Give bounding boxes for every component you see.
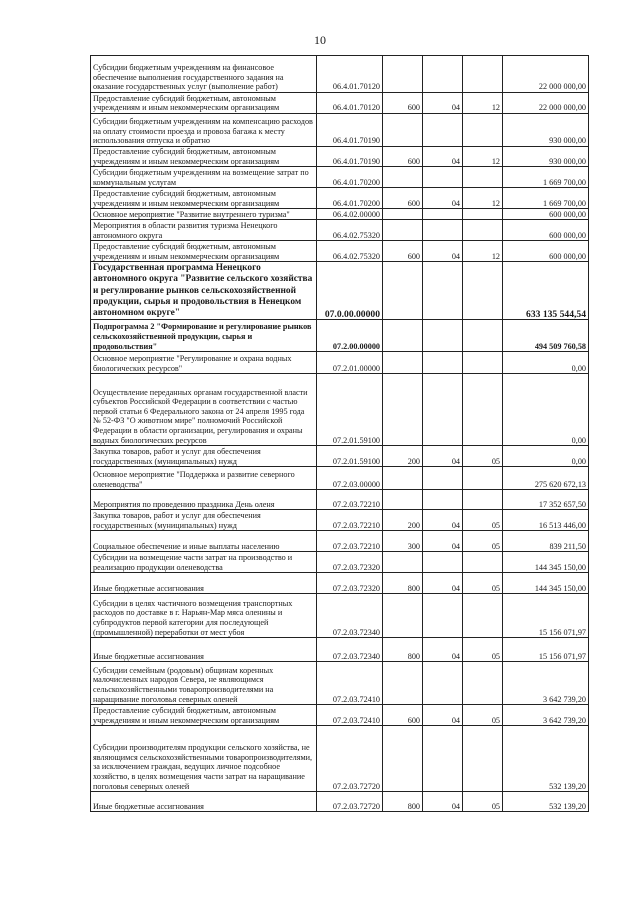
row-pr-cell: 05 xyxy=(463,705,503,726)
table-row xyxy=(91,531,589,552)
row-sum-cell: 600 000,00 xyxy=(503,220,589,241)
row-vr-cell xyxy=(383,662,423,705)
row-rz-cell: 04 xyxy=(423,705,463,726)
table-row xyxy=(91,792,589,812)
row-name-cell: Предоставление субсидий бюджетным, автономным учреждениям и иным некоммерческим организациям xyxy=(91,241,317,262)
row-rz-cell xyxy=(423,594,463,638)
row-sum-cell: 600 000,00 xyxy=(503,241,589,262)
table-row xyxy=(91,352,589,374)
row-rz-cell: 04 xyxy=(423,188,463,209)
row-pr-cell: 12 xyxy=(463,93,503,114)
row-code-cell: 07.2.00.00000 xyxy=(317,320,383,352)
row-name-cell: Субсидии в целях частичного возмещения транспортных расходов по доставке в г. Нарьян-Мар мяса оленины и субпродуктов первой категории для последующей (промышленной) переработки от мест убоя xyxy=(91,594,317,638)
page-number: 10 xyxy=(314,33,326,47)
row-pr-cell xyxy=(463,552,503,573)
row-name-cell: Мероприятия по проведению праздника День оленя xyxy=(91,490,317,510)
row-rz-cell xyxy=(423,490,463,510)
table-row xyxy=(91,705,589,726)
row-sum-cell: 22 000 000,00 xyxy=(503,93,589,114)
row-pr-cell xyxy=(463,374,503,446)
row-code-cell: 06.4.01.70120 xyxy=(317,56,383,93)
row-rz-cell: 04 xyxy=(423,638,463,662)
table-row xyxy=(91,56,589,93)
row-name-cell: Субсидии бюджетным учреждениям на финансовое обеспечение выполнения государственного задания на оказание государственных услуг (выполнение работ) xyxy=(91,56,317,93)
table-row xyxy=(91,467,589,490)
row-rz-cell: 04 xyxy=(423,510,463,531)
row-vr-cell xyxy=(383,552,423,573)
row-rz-cell: 04 xyxy=(423,241,463,262)
row-pr-cell xyxy=(463,594,503,638)
row-rz-cell xyxy=(423,114,463,147)
row-rz-cell: 04 xyxy=(423,147,463,167)
row-code-cell: 07.2.03.72320 xyxy=(317,552,383,573)
row-pr-cell: 05 xyxy=(463,573,503,594)
row-rz-cell xyxy=(423,726,463,792)
row-pr-cell xyxy=(463,490,503,510)
row-name-cell: Государственная программа Ненецкого автономного округа "Развитие сельского хозяйства и регулирование рынков сельскохозяйственной продукции, сырья и продовольствия в Ненецком автономном округе" xyxy=(91,262,317,320)
row-sum-cell: 3 642 739,20 xyxy=(503,662,589,705)
row-rz-cell: 04 xyxy=(423,93,463,114)
table-row xyxy=(91,262,589,320)
row-code-cell: 07.2.01.59100 xyxy=(317,374,383,446)
row-code-cell: 07.2.03.00000 xyxy=(317,467,383,490)
row-code-cell: 07.2.03.72210 xyxy=(317,490,383,510)
row-name-cell: Предоставление субсидий бюджетным, автономным учреждениям и иным некоммерческим организациям xyxy=(91,705,317,726)
row-pr-cell xyxy=(463,352,503,374)
row-pr-cell: 12 xyxy=(463,188,503,209)
row-sum-cell: 3 642 739,20 xyxy=(503,705,589,726)
row-pr-cell xyxy=(463,262,503,320)
table-row xyxy=(91,638,589,662)
row-rz-cell: 04 xyxy=(423,531,463,552)
row-pr-cell xyxy=(463,56,503,93)
row-rz-cell xyxy=(423,209,463,220)
row-pr-cell xyxy=(463,209,503,220)
row-pr-cell: 05 xyxy=(463,510,503,531)
row-rz-cell xyxy=(423,552,463,573)
row-vr-cell xyxy=(383,490,423,510)
row-vr-cell xyxy=(383,262,423,320)
row-sum-cell: 144 345 150,00 xyxy=(503,552,589,573)
row-sum-cell: 0,00 xyxy=(503,352,589,374)
table-row xyxy=(91,147,589,167)
row-vr-cell: 300 xyxy=(383,531,423,552)
row-sum-cell: 930 000,00 xyxy=(503,147,589,167)
row-name-cell: Предоставление субсидий бюджетным, автономным учреждениям и иным некоммерческим организациям xyxy=(91,147,317,167)
row-rz-cell: 04 xyxy=(423,446,463,467)
row-pr-cell xyxy=(463,167,503,188)
row-pr-cell xyxy=(463,662,503,705)
table-row xyxy=(91,726,589,792)
row-vr-cell: 600 xyxy=(383,188,423,209)
row-vr-cell: 800 xyxy=(383,792,423,812)
row-pr-cell xyxy=(463,726,503,792)
row-code-cell: 07.2.03.72210 xyxy=(317,510,383,531)
row-code-cell: 07.2.03.72410 xyxy=(317,705,383,726)
row-name-cell: Иные бюджетные ассигнования xyxy=(91,638,317,662)
row-vr-cell xyxy=(383,467,423,490)
table-row xyxy=(91,374,589,446)
row-sum-cell: 16 513 446,00 xyxy=(503,510,589,531)
table-row xyxy=(91,594,589,638)
row-vr-cell: 200 xyxy=(383,446,423,467)
table-row xyxy=(91,220,589,241)
row-code-cell: 07.0.00.00000 xyxy=(317,262,383,320)
row-sum-cell: 532 139,20 xyxy=(503,726,589,792)
row-code-cell: 06.4.01.70200 xyxy=(317,188,383,209)
row-vr-cell: 800 xyxy=(383,573,423,594)
row-name-cell: Субсидии бюджетным учреждениям на возмещение затрат по коммунальным услугам xyxy=(91,167,317,188)
row-sum-cell: 275 620 672,13 xyxy=(503,467,589,490)
row-vr-cell: 600 xyxy=(383,93,423,114)
table-row xyxy=(91,93,589,114)
row-sum-cell: 1 669 700,00 xyxy=(503,167,589,188)
row-sum-cell: 839 211,50 xyxy=(503,531,589,552)
row-code-cell: 06.4.01.70200 xyxy=(317,167,383,188)
row-vr-cell xyxy=(383,220,423,241)
row-sum-cell: 22 000 000,00 xyxy=(503,56,589,93)
row-pr-cell xyxy=(463,220,503,241)
row-vr-cell: 200 xyxy=(383,510,423,531)
row-rz-cell xyxy=(423,262,463,320)
row-name-cell: Основное мероприятие "Регулирование и охрана водных биологических ресурсов" xyxy=(91,352,317,374)
row-name-cell: Социальное обеспечение и иные выплаты населению xyxy=(91,531,317,552)
table-row xyxy=(91,114,589,147)
row-name-cell: Мероприятия в области развития туризма Ненецкого автономного округа xyxy=(91,220,317,241)
row-sum-cell: 144 345 150,00 xyxy=(503,573,589,594)
row-code-cell: 07.2.01.59100 xyxy=(317,446,383,467)
row-pr-cell: 05 xyxy=(463,531,503,552)
row-code-cell: 07.2.03.72340 xyxy=(317,638,383,662)
row-vr-cell: 800 xyxy=(383,638,423,662)
row-vr-cell xyxy=(383,209,423,220)
row-name-cell: Субсидии бюджетным учреждениям на компенсацию расходов на оплату стоимости проезда и провоза багажа к месту использования отпуска и обратно xyxy=(91,114,317,147)
row-sum-cell: 1 669 700,00 xyxy=(503,188,589,209)
row-rz-cell xyxy=(423,662,463,705)
row-vr-cell xyxy=(383,167,423,188)
row-name-cell: Основное мероприятие "Развитие внутреннего туризма" xyxy=(91,209,317,220)
row-vr-cell xyxy=(383,594,423,638)
row-name-cell: Иные бюджетные ассигнования xyxy=(91,792,317,812)
row-sum-cell: 600 000,00 xyxy=(503,209,589,220)
row-vr-cell: 600 xyxy=(383,705,423,726)
row-name-cell: Субсидии производителям продукции сельского хозяйства, не являющимся сельскохозяйственными товаропроизводителями, за исключением граждан, ведущих личное подсобное хозяйство, в целях возмещения части затрат на наращивание поголовья северных оленей xyxy=(91,726,317,792)
budget-table-body xyxy=(91,56,589,812)
row-code-cell: 06.4.02.00000 xyxy=(317,209,383,220)
row-code-cell: 06.4.02.75320 xyxy=(317,220,383,241)
row-vr-cell xyxy=(383,352,423,374)
row-name-cell: Закупка товаров, работ и услуг для обеспечения государственных (муниципальных) нужд xyxy=(91,446,317,467)
row-pr-cell: 05 xyxy=(463,638,503,662)
row-code-cell: 07.2.03.72340 xyxy=(317,594,383,638)
row-sum-cell: 15 156 071,97 xyxy=(503,638,589,662)
row-sum-cell: 930 000,00 xyxy=(503,114,589,147)
row-pr-cell: 05 xyxy=(463,792,503,812)
row-sum-cell: 494 509 760,58 xyxy=(503,320,589,352)
table-row xyxy=(91,167,589,188)
row-code-cell: 07.2.03.72320 xyxy=(317,573,383,594)
table-row xyxy=(91,573,589,594)
row-sum-cell: 633 135 544,54 xyxy=(503,262,589,320)
row-code-cell: 07.2.03.72410 xyxy=(317,662,383,705)
row-code-cell: 07.2.03.72720 xyxy=(317,792,383,812)
row-rz-cell xyxy=(423,56,463,93)
row-name-cell: Предоставление субсидий бюджетным, автономным учреждениям и иным некоммерческим организациям xyxy=(91,93,317,114)
row-pr-cell xyxy=(463,114,503,147)
table-row xyxy=(91,446,589,467)
row-rz-cell xyxy=(423,167,463,188)
row-code-cell: 06.4.02.75320 xyxy=(317,241,383,262)
row-sum-cell: 0,00 xyxy=(503,374,589,446)
row-vr-cell xyxy=(383,56,423,93)
row-pr-cell: 12 xyxy=(463,241,503,262)
table-row xyxy=(91,188,589,209)
table-row xyxy=(91,241,589,262)
row-vr-cell xyxy=(383,114,423,147)
row-rz-cell: 04 xyxy=(423,573,463,594)
row-rz-cell xyxy=(423,374,463,446)
table-row xyxy=(91,662,589,705)
row-rz-cell xyxy=(423,220,463,241)
row-name-cell: Основное мероприятие "Поддержка и развитие северного оленеводства" xyxy=(91,467,317,490)
row-vr-cell xyxy=(383,374,423,446)
row-sum-cell: 532 139,20 xyxy=(503,792,589,812)
table-row xyxy=(91,209,589,220)
row-name-cell: Осуществление переданных органам государственной власти субъектов Российской Федерации в соответствии с частью первой статьи 6 Федерального закона от 24 апреля 1995 года № 52-ФЗ "О животном мире" полномочий Российской Федерации в области организации, регулирования и охраны водных биологических ресурсов xyxy=(91,374,317,446)
row-name-cell: Подпрограмма 2 "Формирование и регулирование рынков сельскохозяйственной продукции, сырья и продовольствия" xyxy=(91,320,317,352)
row-name-cell: Иные бюджетные ассигнования xyxy=(91,573,317,594)
table-row xyxy=(91,320,589,352)
row-vr-cell: 600 xyxy=(383,241,423,262)
row-pr-cell: 12 xyxy=(463,147,503,167)
row-code-cell: 07.2.01.00000 xyxy=(317,352,383,374)
row-sum-cell: 0,00 xyxy=(503,446,589,467)
row-name-cell: Предоставление субсидий бюджетным, автономным учреждениям и иным некоммерческим организациям xyxy=(91,188,317,209)
row-pr-cell xyxy=(463,320,503,352)
row-code-cell: 06.4.01.70190 xyxy=(317,114,383,147)
row-rz-cell: 04 xyxy=(423,792,463,812)
table-row xyxy=(91,552,589,573)
row-name-cell: Закупка товаров, работ и услуг для обеспечения государственных (муниципальных) нужд xyxy=(91,510,317,531)
table-row xyxy=(91,490,589,510)
row-name-cell: Субсидии на возмещение части затрат на производство и реализацию продукции оленеводства xyxy=(91,552,317,573)
row-rz-cell xyxy=(423,352,463,374)
row-pr-cell xyxy=(463,467,503,490)
row-sum-cell: 17 352 657,50 xyxy=(503,490,589,510)
row-rz-cell xyxy=(423,467,463,490)
row-code-cell: 06.4.01.70120 xyxy=(317,93,383,114)
row-sum-cell: 15 156 071,97 xyxy=(503,594,589,638)
row-code-cell: 07.2.03.72720 xyxy=(317,726,383,792)
row-name-cell: Субсидии семейным (родовым) общинам коренных малочисленных народов Севера, не являющимся сельскохозяйственными товаропроизводителями на наращивание поголовья северных оленей xyxy=(91,662,317,705)
row-vr-cell xyxy=(383,726,423,792)
row-code-cell: 06.4.01.70190 xyxy=(317,147,383,167)
budget-table xyxy=(90,55,589,812)
table-row xyxy=(91,510,589,531)
row-vr-cell: 600 xyxy=(383,147,423,167)
row-rz-cell xyxy=(423,320,463,352)
row-vr-cell xyxy=(383,320,423,352)
row-code-cell: 07.2.03.72210 xyxy=(317,531,383,552)
row-pr-cell: 05 xyxy=(463,446,503,467)
